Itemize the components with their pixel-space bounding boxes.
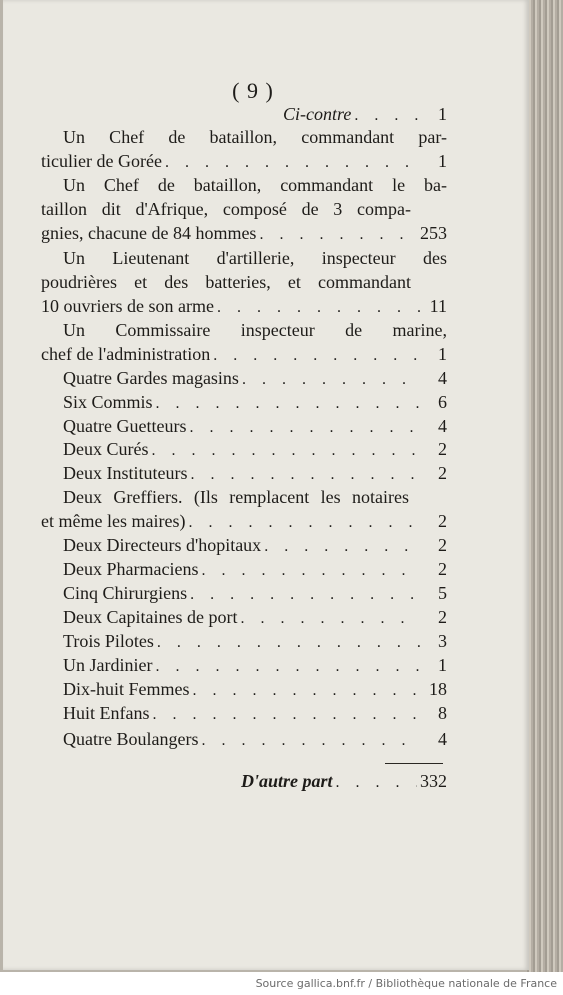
leader-dots [242, 371, 420, 389]
list-item [41, 272, 411, 296]
entry-value: 1 [438, 344, 447, 364]
leader-dots [188, 514, 420, 532]
source-credit: Source gallica.bnf.fr / Bibliothèque nationale de France [255, 977, 557, 990]
entry-value: 2 [438, 439, 447, 459]
entry-text: ticulier de Gorée [41, 151, 162, 171]
list-item [63, 703, 447, 727]
leader-dots [190, 586, 420, 604]
entry-text: Un Commissaire inspecteur de marine, [63, 320, 447, 340]
entry-value: 253 [420, 223, 447, 243]
list-item [63, 559, 447, 583]
entry-text: Huit Enfans [63, 703, 150, 723]
total-rule [385, 763, 443, 764]
entry-text: Dix-huit Femmes [63, 679, 190, 699]
list-item [63, 583, 447, 607]
entry-text: Un Chef de bataillon, commandant le ba- [63, 175, 447, 195]
book-edge [527, 0, 563, 972]
entry-value: 18 [429, 679, 447, 699]
list-item [63, 392, 447, 416]
entry-value: 6 [438, 392, 447, 412]
entry-text: Un Lieutenant d'artillerie, inspecteur des [63, 248, 447, 268]
entry-value: 1 [438, 151, 447, 171]
entry-value: 4 [438, 729, 447, 749]
leader-dots [201, 562, 420, 580]
leader-dots [336, 774, 417, 792]
entry-text: Un Chef de bataillon, commandant par- [63, 127, 447, 147]
leader-dots [264, 538, 420, 556]
entry-value: 3 [438, 631, 447, 651]
entry-value: 2 [438, 511, 447, 531]
list-item [63, 320, 447, 344]
entry-text: Quatre Boulangers [63, 729, 199, 749]
list-item [63, 655, 447, 679]
carried-forward-value: 1 [438, 104, 447, 124]
source-footer [0, 972, 563, 995]
entry-text: 10 ouvriers de son arme [41, 296, 214, 316]
leader-dots [157, 634, 420, 652]
entry-text: Deux Capitaines de port [63, 607, 238, 627]
list-item [63, 127, 447, 151]
list-item [41, 151, 447, 175]
list-item [63, 416, 447, 440]
entry-text: et même les maires) [41, 511, 186, 531]
entry-value: 2 [438, 535, 447, 555]
list-item [41, 223, 447, 247]
entry-value: 2 [438, 463, 447, 483]
entry-value: 2 [438, 607, 447, 627]
list-item [41, 344, 447, 368]
list-item [63, 535, 447, 559]
leader-dots [156, 395, 420, 413]
leader-dots [189, 419, 420, 437]
list-item [41, 199, 411, 223]
entry-text: gnies, chacune de 84 hommes [41, 223, 257, 243]
leader-dots [217, 299, 420, 317]
list-item [63, 463, 447, 487]
total-line [241, 771, 447, 795]
entry-text: Cinq Chirurgiens [63, 583, 188, 603]
leader-dots [354, 107, 420, 125]
list-item [63, 729, 447, 753]
entry-text: Deux Directeurs d'hopitaux [63, 535, 262, 555]
list-item [63, 487, 409, 511]
leader-dots [259, 226, 417, 244]
list-item [63, 368, 447, 392]
entry-text: Six Commis [63, 392, 153, 412]
page-number: ( 9 ) [232, 78, 274, 103]
leader-dots [165, 154, 420, 172]
entry-text: Deux Curés [63, 439, 149, 459]
carried-forward-label: Ci-contre [283, 104, 352, 124]
list-item [63, 175, 447, 199]
entry-value: 4 [438, 368, 447, 388]
entry-text: chef de l'administration [41, 344, 211, 364]
entry-value: 2 [438, 559, 447, 579]
leader-dots [193, 682, 421, 700]
list-item [63, 439, 447, 463]
entry-text: Deux Greffiers. (Ils remplacent les notaires [63, 487, 409, 507]
leader-dots [190, 466, 420, 484]
total-value: 332 [420, 771, 447, 791]
entry-text: taillon dit d'Afrique, composé de 3 compa- [41, 199, 411, 219]
list-item [63, 607, 447, 631]
list-item [63, 631, 447, 655]
entry-value: 4 [438, 416, 447, 436]
page-content [3, 0, 529, 970]
leader-dots [240, 610, 420, 628]
entry-value: 5 [438, 583, 447, 603]
entry-text: Deux Instituteurs [63, 463, 188, 483]
entry-text: poudrières et des batteries, et commandant [41, 272, 411, 292]
book-page [3, 0, 529, 970]
list-item [63, 248, 447, 272]
list-item [63, 679, 447, 703]
entry-value: 11 [429, 296, 447, 316]
leader-dots [152, 706, 420, 724]
entry-text: Quatre Gardes magasins [63, 368, 239, 388]
entry-value: 1 [438, 655, 447, 675]
entry-text: Deux Pharmaciens [63, 559, 199, 579]
total-label: D'autre part [241, 771, 333, 791]
carried-forward-line [283, 104, 447, 128]
entry-value: 8 [438, 703, 447, 723]
entry-text: Quatre Guetteurs [63, 416, 187, 436]
list-item [41, 296, 447, 320]
entry-text: Un Jardinier [63, 655, 153, 675]
leader-dots [155, 658, 420, 676]
leader-dots [213, 347, 420, 365]
entry-text: Trois Pilotes [63, 631, 154, 651]
leader-dots [151, 442, 420, 460]
leader-dots [201, 732, 420, 750]
list-item [41, 511, 447, 535]
